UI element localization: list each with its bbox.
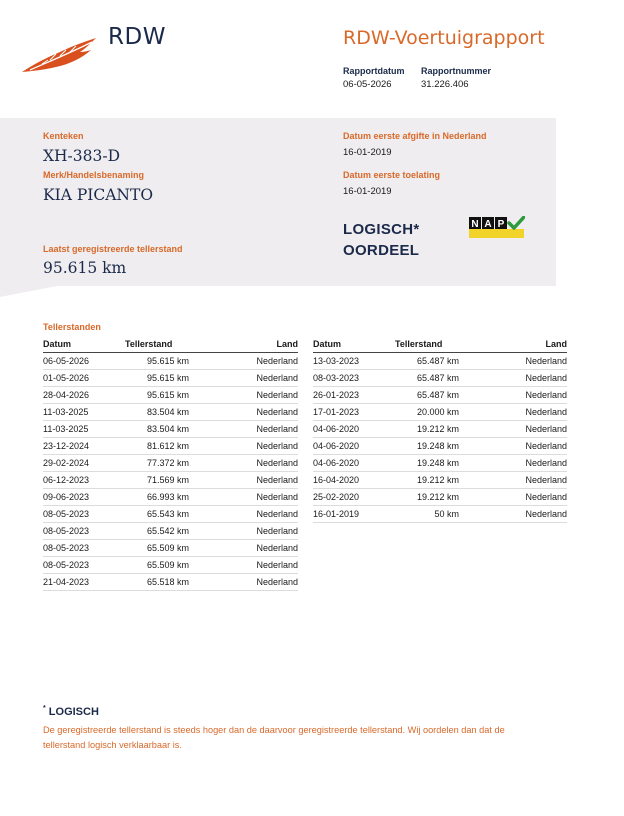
reading-land: Nederland — [189, 471, 298, 488]
table-row — [313, 505, 567, 522]
verdict-line1: LOGISCH* — [343, 221, 420, 238]
table-row — [313, 454, 567, 471]
col-km-header: Tellerstand — [395, 339, 459, 352]
table-row — [313, 386, 567, 403]
toelating-label: Datum eerste toelating — [343, 170, 441, 180]
table-row — [313, 369, 567, 386]
reading-km: 81.612 km — [125, 437, 189, 454]
reading-km: 19.212 km — [395, 420, 459, 437]
table-row — [43, 471, 298, 488]
reading-land: Nederland — [189, 573, 298, 590]
table-row — [43, 420, 298, 437]
reading-date: 16-01-2019 — [313, 505, 395, 522]
reading-km: 65.509 km — [125, 556, 189, 573]
reading-date: 26-01-2023 — [313, 386, 395, 403]
report-title: RDW-Voertuigrapport — [343, 27, 545, 49]
afgifte-value: 16-01-2019 — [343, 147, 392, 158]
reading-land: Nederland — [459, 454, 567, 471]
nap-check-icon — [469, 216, 525, 240]
tellerstand-value: 95.615 km — [43, 259, 127, 277]
reading-km: 65.518 km — [125, 573, 189, 590]
reading-land: Nederland — [459, 505, 567, 522]
table-row — [313, 403, 567, 420]
kenteken-value: XH-383-D — [43, 147, 121, 165]
readings-title: Tellerstanden — [43, 322, 101, 332]
nap-letter-n: N — [471, 219, 479, 230]
reading-km: 95.615 km — [125, 369, 189, 386]
reading-land: Nederland — [189, 505, 298, 522]
reading-land: Nederland — [459, 386, 567, 403]
reading-land: Nederland — [189, 556, 298, 573]
afgifte-label: Datum eerste afgifte in Nederland — [343, 131, 487, 141]
table-row — [43, 573, 298, 590]
reading-km: 65.487 km — [395, 352, 459, 369]
reading-land: Nederland — [189, 369, 298, 386]
reading-date: 08-05-2023 — [43, 522, 125, 539]
reading-land: Nederland — [189, 488, 298, 505]
reading-land: Nederland — [459, 420, 567, 437]
reading-land: Nederland — [189, 420, 298, 437]
reading-km: 50 km — [395, 505, 459, 522]
reading-date: 06-12-2023 — [43, 471, 125, 488]
reading-land: Nederland — [189, 403, 298, 420]
reading-land: Nederland — [459, 369, 567, 386]
reading-date: 04-06-2020 — [313, 420, 395, 437]
reading-date: 08-05-2023 — [43, 539, 125, 556]
reading-km: 65.509 km — [125, 539, 189, 556]
table-row — [313, 471, 567, 488]
reading-date: 01-05-2026 — [43, 369, 125, 386]
reading-date: 17-01-2023 — [313, 403, 395, 420]
footnote-title-text: LOGISCH — [48, 706, 99, 718]
reading-date: 08-03-2023 — [313, 369, 395, 386]
reading-land: Nederland — [189, 522, 298, 539]
reading-land: Nederland — [189, 539, 298, 556]
rdw-logo — [20, 24, 170, 76]
table-row — [313, 352, 567, 369]
table-row — [43, 522, 298, 539]
verdict-line2: OORDEEL — [343, 242, 420, 259]
reading-km: 77.372 km — [125, 454, 189, 471]
table-row — [313, 437, 567, 454]
reading-date: 09-06-2023 — [43, 488, 125, 505]
reading-date: 04-06-2020 — [313, 454, 395, 471]
kenteken-label: Kenteken — [43, 131, 84, 141]
toelating-value: 16-01-2019 — [343, 186, 392, 197]
reading-date: 06-05-2026 — [43, 352, 125, 369]
readings-table-left — [43, 339, 298, 591]
reading-km: 20.000 km — [395, 403, 459, 420]
reading-date: 16-04-2020 — [313, 471, 395, 488]
col-land-header: Land — [459, 339, 567, 352]
table-row — [43, 386, 298, 403]
reading-date: 21-04-2023 — [43, 573, 125, 590]
reading-land: Nederland — [459, 471, 567, 488]
reading-land: Nederland — [189, 352, 298, 369]
verdict — [343, 219, 420, 261]
reading-km: 83.504 km — [125, 403, 189, 420]
col-land-header: Land — [189, 339, 298, 352]
reading-km: 95.615 km — [125, 386, 189, 403]
footnote-marker: * — [43, 705, 46, 712]
col-km-header: Tellerstand — [125, 339, 189, 352]
reading-km: 71.569 km — [125, 471, 189, 488]
reading-land: Nederland — [459, 437, 567, 454]
col-date-header: Datum — [313, 339, 395, 352]
footnote-title — [43, 706, 99, 718]
table-row — [43, 369, 298, 386]
report-date-value: 06-05-2026 — [343, 79, 392, 90]
report-number-value: 31.226.406 — [421, 79, 469, 90]
feather-icon — [20, 34, 100, 74]
reading-km: 19.248 km — [395, 454, 459, 471]
reading-km: 66.993 km — [125, 488, 189, 505]
col-date-header: Datum — [43, 339, 125, 352]
table-row — [313, 488, 567, 505]
reading-km: 65.543 km — [125, 505, 189, 522]
table-row — [43, 352, 298, 369]
nap-letter-a: A — [484, 219, 492, 230]
reading-date: 29-02-2024 — [43, 454, 125, 471]
tellerstand-label: Laatst geregistreerde tellerstand — [43, 244, 183, 254]
reading-land: Nederland — [189, 386, 298, 403]
reading-land: Nederland — [189, 454, 298, 471]
reading-km: 19.212 km — [395, 471, 459, 488]
reading-date: 08-05-2023 — [43, 556, 125, 573]
reading-date: 23-12-2024 — [43, 437, 125, 454]
readings-table-right — [313, 339, 567, 523]
vehicle-panel-tail — [0, 285, 62, 297]
reading-land: Nederland — [459, 352, 567, 369]
footnote-text: De geregistreerde tellerstand is steeds hoger dan de daarvoor geregistreerde tellerstand. Wij oordelen dan dat de tellerstand logisch verklaarbaar is. — [43, 725, 505, 750]
reading-km: 65.487 km — [395, 386, 459, 403]
reading-land: Nederland — [459, 403, 567, 420]
table-row — [43, 488, 298, 505]
table-row — [43, 539, 298, 556]
reading-date: 25-02-2020 — [313, 488, 395, 505]
merk-label: Merk/Handelsbenaming — [43, 170, 145, 180]
merk-value: KIA PICANTO — [43, 186, 154, 204]
nap-letter-p: P — [497, 219, 505, 230]
table-row — [313, 420, 567, 437]
reading-land: Nederland — [459, 488, 567, 505]
reading-km: 65.542 km — [125, 522, 189, 539]
table-row — [43, 454, 298, 471]
reading-km: 83.504 km — [125, 420, 189, 437]
reading-date: 04-06-2020 — [313, 437, 395, 454]
reading-date: 28-04-2026 — [43, 386, 125, 403]
reading-km: 65.487 km — [395, 369, 459, 386]
table-row — [43, 556, 298, 573]
reading-km: 95.615 km — [125, 352, 189, 369]
report-date-label: Rapportdatum — [343, 66, 405, 76]
reading-land: Nederland — [189, 437, 298, 454]
reading-date: 13-03-2023 — [313, 352, 395, 369]
report-number-label: Rapportnummer — [421, 66, 492, 76]
reading-date: 08-05-2023 — [43, 505, 125, 522]
table-row — [43, 437, 298, 454]
reading-date: 11-03-2025 — [43, 420, 125, 437]
reading-km: 19.212 km — [395, 488, 459, 505]
table-row — [43, 505, 298, 522]
logo-text: RDW — [108, 24, 166, 50]
reading-date: 11-03-2025 — [43, 403, 125, 420]
reading-km: 19.248 km — [395, 437, 459, 454]
table-row — [43, 403, 298, 420]
